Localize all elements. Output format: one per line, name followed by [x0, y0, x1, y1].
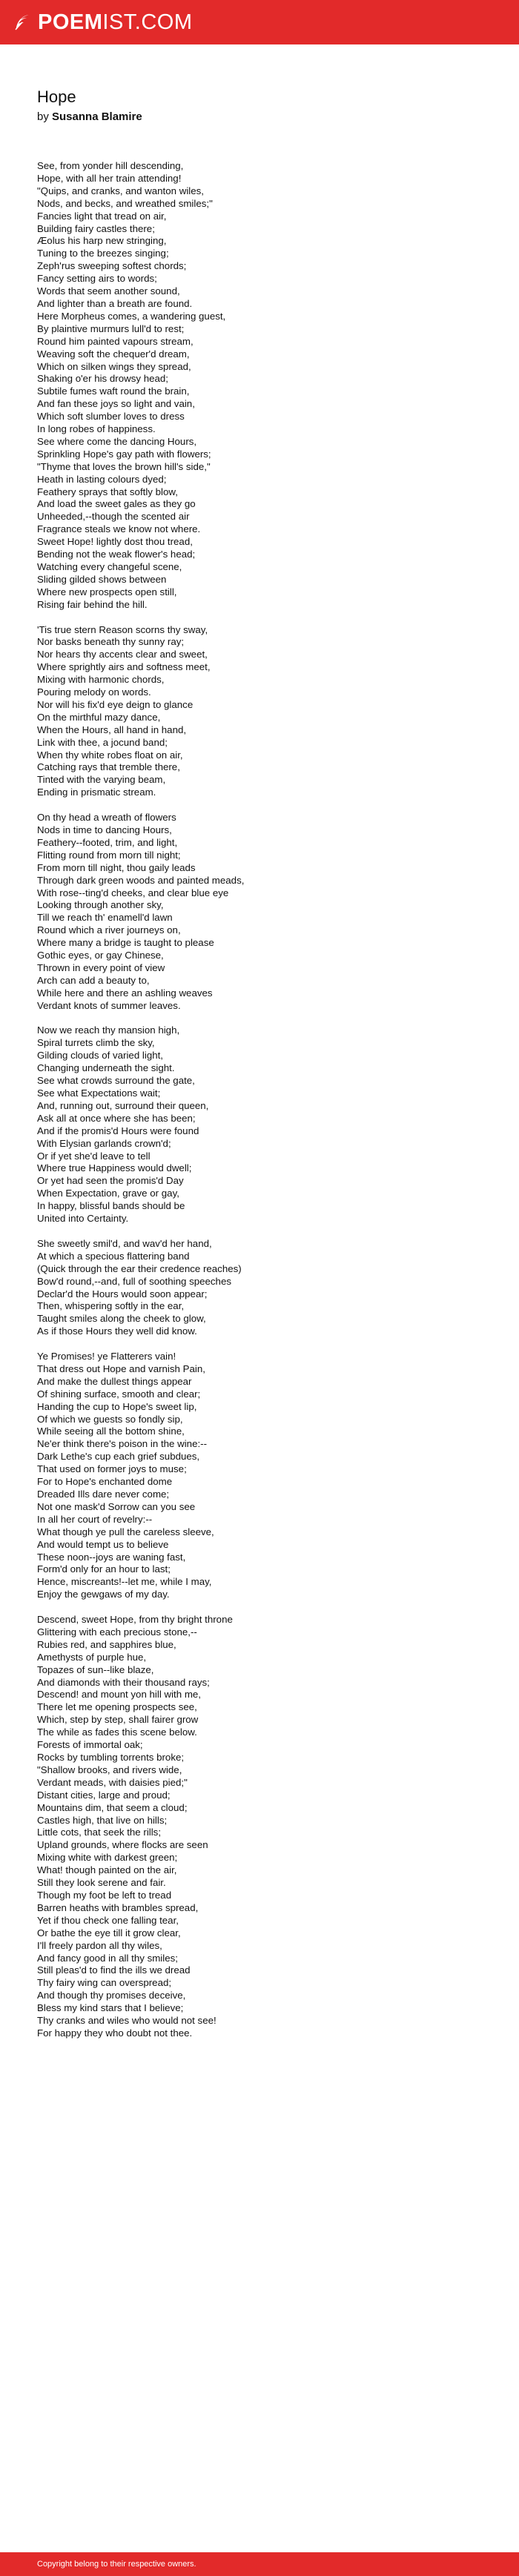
poem-line: "Quips, and cranks, and wanton wiles, [37, 185, 204, 196]
poem-line: Through dark green woods and painted meads, [37, 874, 245, 886]
poem-line: Looking through another sky, [37, 899, 164, 911]
poem-line: Though my foot be left to tread [37, 1889, 172, 1901]
poem-line: "Shallow brooks, and rivers wide, [37, 1764, 182, 1775]
poem-line: These noon--joys are waning fast, [37, 1551, 186, 1563]
logo-text-light: IST.COM [102, 10, 193, 34]
poem-line: Unheeded,--though the scented air [37, 511, 190, 523]
poem-line: Gilding clouds of varied light, [37, 1050, 163, 1062]
poem-line: Or yet had seen the promis'd Day [37, 1175, 184, 1187]
feather-icon [13, 13, 31, 31]
poem-line: Dark Lethe's cup each grief subdues, [37, 1451, 200, 1463]
poem-line: And fan these joys so light and vain, [37, 398, 195, 410]
poem-line: And fancy good in all thy smiles; [37, 1952, 178, 1964]
poem-line: Flitting round from morn till night; [37, 849, 181, 861]
poem-line: Nods in time to dancing Hours, [37, 824, 172, 835]
poem-line: Mixing with harmonic chords, [37, 674, 165, 686]
poem-line: Amethysts of purple hue, [37, 1651, 147, 1663]
poem-line: And would tempt us to believe [37, 1538, 169, 1550]
site-logo[interactable] [13, 0, 193, 44]
poem-line: Verdant knots of summer leaves. [37, 999, 181, 1011]
poem-line: Feathery--footed, trim, and light, [37, 836, 178, 848]
author-link[interactable]: Susanna Blamire [52, 110, 142, 123]
poem-line: Shaking o'er his drowsy head; [37, 373, 168, 385]
poem-line: Hope, with all her train attending! [37, 172, 182, 184]
poem-line: And though thy promises deceive, [37, 1990, 186, 2001]
poem-line: Ending in prismatic stream. [37, 787, 156, 798]
stanza [37, 812, 482, 1013]
poem-line: (Quick through the ear their credence reaches) [37, 1262, 242, 1274]
poem-line: Rising fair behind the hill. [37, 598, 148, 610]
poem-line: While seeing all the bottom shine, [37, 1426, 185, 1437]
poem-line: Words that seem another sound, [37, 285, 180, 297]
poem-line: By plaintive murmurs lull'd to rest; [37, 322, 185, 334]
poem-line: Arch can add a beauty to, [37, 974, 150, 986]
poem-line: Weaving soft the chequer'd dream, [37, 348, 190, 360]
poem-line: Till we reach th' enamell'd lawn [37, 912, 173, 924]
poem-body [37, 160, 482, 2053]
poem-line: I'll freely pardon all thy wiles, [37, 1939, 162, 1951]
poem-line: As if those Hours they well did know. [37, 1325, 197, 1337]
poem-line: Ask all at once where she has been; [37, 1112, 196, 1124]
poem-line: For happy they who doubt not thee. [37, 2027, 193, 2039]
poem-line: Here Morpheus comes, a wandering guest, [37, 310, 226, 322]
poem-line: Changing underneath the sight. [37, 1062, 175, 1074]
site-footer [0, 2552, 519, 2576]
poem-line: Rubies red, and sapphires blue, [37, 1638, 176, 1650]
poem-line: That used on former joys to muse; [37, 1463, 187, 1475]
poem-line: Where sprightly airs and softness meet, [37, 661, 211, 673]
stanza [37, 160, 482, 612]
poem-line: Form'd only for an hour to last; [37, 1563, 171, 1575]
poem-line: And load the sweet gales as they go [37, 498, 196, 510]
stanza [37, 1614, 482, 2040]
site-header [0, 0, 519, 44]
poem-line: Castles high, that live on hills; [37, 1814, 168, 1826]
poem-line: On the mirthful mazy dance, [37, 711, 161, 723]
poem-line: There let me opening prospects see, [37, 1701, 197, 1713]
poem-line: Not one mask'd Sorrow can you see [37, 1500, 196, 1512]
logo-text-bold: POEM [38, 10, 103, 34]
poem-line: Taught smiles along the cheek to glow, [37, 1313, 206, 1325]
poem-line: What! though painted on the air, [37, 1864, 177, 1876]
poem-line: Building fairy castles there; [37, 222, 155, 234]
poem-line: Glittering with each precious stone,-- [37, 1626, 197, 1638]
poem-line: Nods, and becks, and wreathed smiles;" [37, 197, 213, 209]
poem-line: In long robes of happiness. [37, 423, 156, 435]
poem-line: Descend! and mount yon hill with me, [37, 1689, 201, 1701]
stanza [37, 1024, 482, 1225]
poem-line: Nor basks beneath thy sunny ray; [37, 636, 185, 648]
poem-line: And lighter than a breath are found. [37, 297, 193, 309]
poem-line: Sweet Hope! lightly dost thou tread, [37, 536, 193, 548]
poem-line: Nor hears thy accents clear and sweet, [37, 649, 208, 660]
poem-line: When the Hours, all hand in hand, [37, 724, 187, 735]
poem-line: Yet if thou check one falling tear, [37, 1914, 179, 1926]
poem-line: Enjoy the gewgaws of my day. [37, 1589, 170, 1600]
poem-line: Round which a river journeys on, [37, 924, 181, 936]
poem-line: Topazes of sun--like blaze, [37, 1663, 154, 1675]
poem-line: When Expectation, grave or gay, [37, 1188, 179, 1199]
poem-line: Upland grounds, where flocks are seen [37, 1839, 208, 1851]
poem-line: Tinted with the varying beam, [37, 774, 166, 786]
poem-line: Which, step by step, shall fairer grow [37, 1714, 199, 1726]
poem-line: Of shining surface, smooth and clear; [37, 1388, 201, 1400]
poem-line: Rocks by tumbling torrents broke; [37, 1752, 185, 1763]
poem-line: And make the dullest things appear [37, 1375, 192, 1387]
poem-line: Fancies light that tread on air, [37, 210, 167, 222]
poem-line: Pouring melody on words. [37, 686, 151, 698]
poem-line: Tuning to the breezes singing; [37, 248, 169, 259]
poem-line: Thy cranks and wiles who would not see! [37, 2015, 216, 2027]
poem-line: And if the promis'd Hours were found [37, 1125, 199, 1136]
poem-line: Gothic eyes, or gay Chinese, [37, 950, 164, 961]
poem-line: Where many a bridge is taught to please [37, 937, 214, 949]
poem-line: Of which we guests so fondly sip, [37, 1413, 183, 1425]
poem-line: For to Hope's enchanted dome [37, 1476, 173, 1488]
poem-line: Still they look serene and fair. [37, 1877, 166, 1889]
poem-line: Which soft slumber loves to dress [37, 411, 185, 423]
poem-line: Descend, sweet Hope, from thy bright throne [37, 1614, 233, 1626]
poem-line: And, running out, surround their queen, [37, 1099, 209, 1111]
poem-line: When thy white robes float on air, [37, 749, 183, 761]
poem-line: With Elysian garlands crown'd; [37, 1137, 171, 1149]
poem-line: Or bathe the eye till it grow clear, [37, 1927, 181, 1938]
poem-title: Hope [37, 87, 76, 106]
poem-line: Now we reach thy mansion high, [37, 1024, 180, 1036]
stanza [37, 1351, 482, 1601]
poem-line: Mixing white with darkest green; [37, 1852, 178, 1864]
poem-line: 'Tis true stern Reason scorns thy sway, [37, 623, 208, 635]
poem-line: Barren heaths with brambles spread, [37, 1901, 199, 1913]
poem-line: Sliding gilded shows between [37, 573, 167, 585]
poem-line: Still pleas'd to find the ills we dread [37, 1964, 191, 1976]
poem-line: Watching every changeful scene, [37, 561, 182, 572]
poem-line: United into Certainty. [37, 1213, 129, 1225]
footer-copyright: Copyright belong to their respective owners. [37, 2560, 196, 2569]
poem-line: What though ye pull the careless sleeve, [37, 1526, 214, 1537]
poem-line: Sprinkling Hope's gay path with flowers; [37, 448, 211, 460]
poem-line: Which on silken wings they spread, [37, 360, 191, 372]
poem-line: Feathery sprays that softly blow, [37, 486, 178, 497]
poem-line: Where new prospects open still, [37, 586, 177, 597]
poem-line: See where come the dancing Hours, [37, 435, 197, 447]
poem-line: On thy head a wreath of flowers [37, 812, 176, 824]
poem-line: Bending not the weak flower's head; [37, 549, 196, 560]
poem-line: Dreaded Ills dare never come; [37, 1488, 170, 1500]
poem-line: Zeph'rus sweeping softest chords; [37, 260, 187, 272]
poem-line: Little cots, that seek the rills; [37, 1827, 162, 1838]
poem-line: Then, whispering softly in the ear, [37, 1300, 185, 1312]
poem-line: Or if yet she'd leave to tell [37, 1150, 151, 1162]
byline [37, 110, 142, 123]
logo-text [38, 0, 193, 44]
poem-line: While here and there an ashling weaves [37, 987, 213, 999]
poem-line: Spiral turrets climb the sky, [37, 1037, 155, 1049]
poem-line: Hence, miscreants!--let me, while I may, [37, 1576, 212, 1588]
poem-line: With rose--ting'd cheeks, and clear blue eye [37, 887, 229, 898]
poem-line: Fragrance steals we know not where. [37, 523, 201, 535]
poem-line: Handing the cup to Hope's sweet lip, [37, 1400, 197, 1412]
poem-line: Forests of immortal oak; [37, 1739, 143, 1751]
stanza [37, 1238, 482, 1338]
poem-line: Verdant meads, with daisies pied;" [37, 1776, 188, 1788]
poem-line: See, from yonder hill descending, [37, 160, 184, 171]
poem-line: Distant cities, large and proud; [37, 1789, 171, 1801]
poem-line: Fancy setting airs to words; [37, 273, 157, 285]
poem-line: That dress out Hope and varnish Pain, [37, 1363, 205, 1374]
poem-line: Link with thee, a jocund band; [37, 736, 168, 748]
poem-line: Mountains dim, that seem a cloud; [37, 1801, 188, 1813]
poem-line: And diamonds with their thousand rays; [37, 1676, 210, 1688]
poem-line: At which a specious flattering band [37, 1250, 190, 1262]
poem-line: Ye Promises! ye Flatterers vain! [37, 1351, 176, 1363]
poem-line: Where true Happiness would dwell; [37, 1162, 192, 1174]
poem-line: Catching rays that tremble there, [37, 761, 180, 773]
poem-line: Thy fairy wing can overspread; [37, 1977, 172, 1989]
poem-line: Bless my kind stars that I believe; [37, 2002, 184, 2014]
poem-line: Subtile fumes waft round the brain, [37, 385, 190, 397]
poem-line: "Thyme that loves the brown hill's side," [37, 460, 211, 472]
poem-line: Thrown in every point of view [37, 961, 165, 973]
poem-line: Ne'er think there's poison in the wine:-- [37, 1438, 208, 1450]
poem-line: See what Expectations wait; [37, 1087, 161, 1099]
poem-line: In all her court of revelry:-- [37, 1513, 153, 1525]
poem-line: Æolus his harp new stringing, [37, 235, 167, 247]
poem-line: Round him painted vapours stream, [37, 335, 194, 347]
poem-line: In happy, blissful bands should be [37, 1200, 185, 1212]
poem-line: Bow'd round,--and, full of soothing speeches [37, 1275, 231, 1287]
stanza [37, 624, 482, 800]
poem-line: See what crowds surround the gate, [37, 1075, 195, 1087]
poem-line: Heath in lasting colours dyed; [37, 473, 167, 485]
poem-line: Declar'd the Hours would soon appear; [37, 1288, 208, 1299]
byline-prefix: by [37, 110, 53, 123]
poem-line: From morn till night, thou gaily leads [37, 861, 196, 873]
poem-line: The while as fades this scene below. [37, 1726, 197, 1738]
poem-line: Nor will his fix'd eye deign to glance [37, 698, 194, 710]
poem-line: She sweetly smil'd, and wav'd her hand, [37, 1237, 212, 1249]
